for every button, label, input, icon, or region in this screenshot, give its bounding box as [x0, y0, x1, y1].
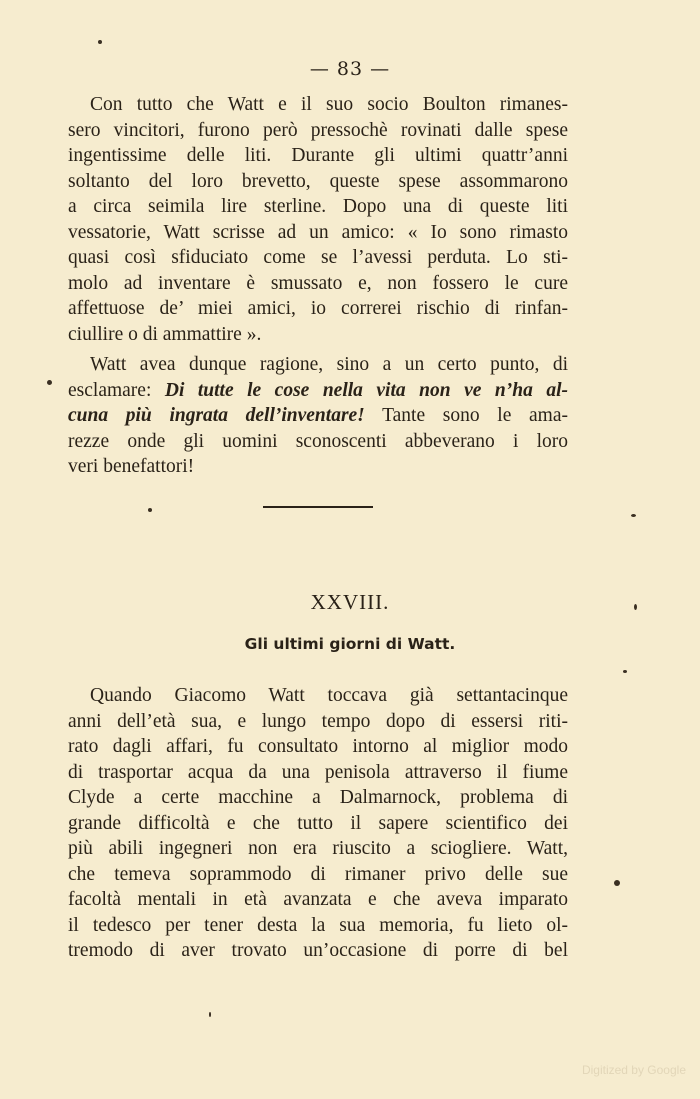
text-line: molo ad inventare è smussato e, non fossero le cure: [68, 272, 568, 294]
text-line: facoltà mentali in età avanzata e che aveva imparato: [68, 889, 568, 910]
italic-quote: cuna più ingrata dell’inventare!: [68, 405, 365, 426]
scan-speck: [623, 670, 627, 673]
text-line: ingentissime delle liti. Durante gli ultimi quattr’anni: [68, 145, 568, 166]
text-line: anni dell’età sua, e lungo tempo dopo di essersi riti-: [68, 710, 568, 732]
text-line: che temeva soprammodo di rimaner privo delle sue: [68, 863, 568, 885]
text-line: più abili ingegneri non era riuscito a sciogliere. Watt,: [68, 838, 568, 859]
text-line: vessatorie, Watt scrisse ad un amico: « Io sono rimasto: [68, 221, 568, 243]
text-line: [68, 378, 568, 404]
section-title: Gli ultimi giorni di Watt.: [244, 635, 456, 653]
paragraph-3: [68, 683, 568, 964]
text-line: veri benefattori!: [68, 456, 195, 477]
scan-speck: [98, 40, 102, 44]
digitization-watermark: Digitized by Google: [581, 1063, 686, 1077]
text-line: Clyde a certe macchine a Dalmarnock, problema di: [68, 787, 568, 808]
text-line: soltanto del loro brevetto, queste spese assommarono: [68, 170, 568, 192]
text-line: tremodo di aver trovato un’occasione di porre di bel: [68, 940, 568, 961]
text-span: Tante sono le ama-: [364, 405, 569, 426]
scan-speck: [631, 514, 636, 517]
text-line: [68, 403, 568, 429]
scan-speck: [209, 1012, 211, 1017]
scan-speck: [634, 604, 637, 610]
text-line: ciullire o di ammattire ».: [68, 323, 262, 345]
text-line: Con tutto che Watt e il suo socio Boulton rimanes-: [90, 94, 568, 115]
section-divider: [263, 506, 373, 508]
scan-speck: [47, 380, 52, 385]
text-line: affettuose de’ miei amici, io correrei rischio di rinfan-: [68, 298, 568, 319]
page-number: — 83 —: [309, 58, 391, 80]
text-line: quasi così sfiduciato come se l’avessi perduta. Lo sti-: [68, 247, 568, 268]
scan-speck: [614, 880, 620, 886]
text-line: sero vincitori, furono però pressochè rovinati dalle spese: [68, 119, 568, 141]
text-line: il tedesco per tener desta la sua memoria, fu lieto ol-: [68, 914, 568, 936]
text-line: Quando Giacomo Watt toccava già settantacinque: [90, 685, 568, 706]
text-line: a circa seimila lire sterline. Dopo una di queste liti: [68, 196, 568, 217]
text-line: grande difficoltà e che tutto il sapere scientifico dei: [68, 812, 568, 834]
text-span: esclamare:: [68, 379, 165, 401]
italic-quote: Di tutte le cose nella vita non ve n’ha al-: [164, 379, 568, 401]
text-line: rezze onde gli uomini sconoscenti abbeverano i loro: [68, 430, 568, 452]
text-line: Watt avea dunque ragione, sino a un certo punto, di: [90, 354, 568, 375]
paragraph-1: [68, 92, 568, 347]
text-line: di trasportar acqua da una penisola attraverso il fiume: [68, 761, 568, 783]
scan-speck: [148, 508, 152, 512]
paragraph-2: [68, 352, 568, 480]
text-line: rato dagli affari, fu consultato intorno al miglior modo: [68, 736, 568, 757]
section-number: XXVIII.: [310, 590, 390, 614]
